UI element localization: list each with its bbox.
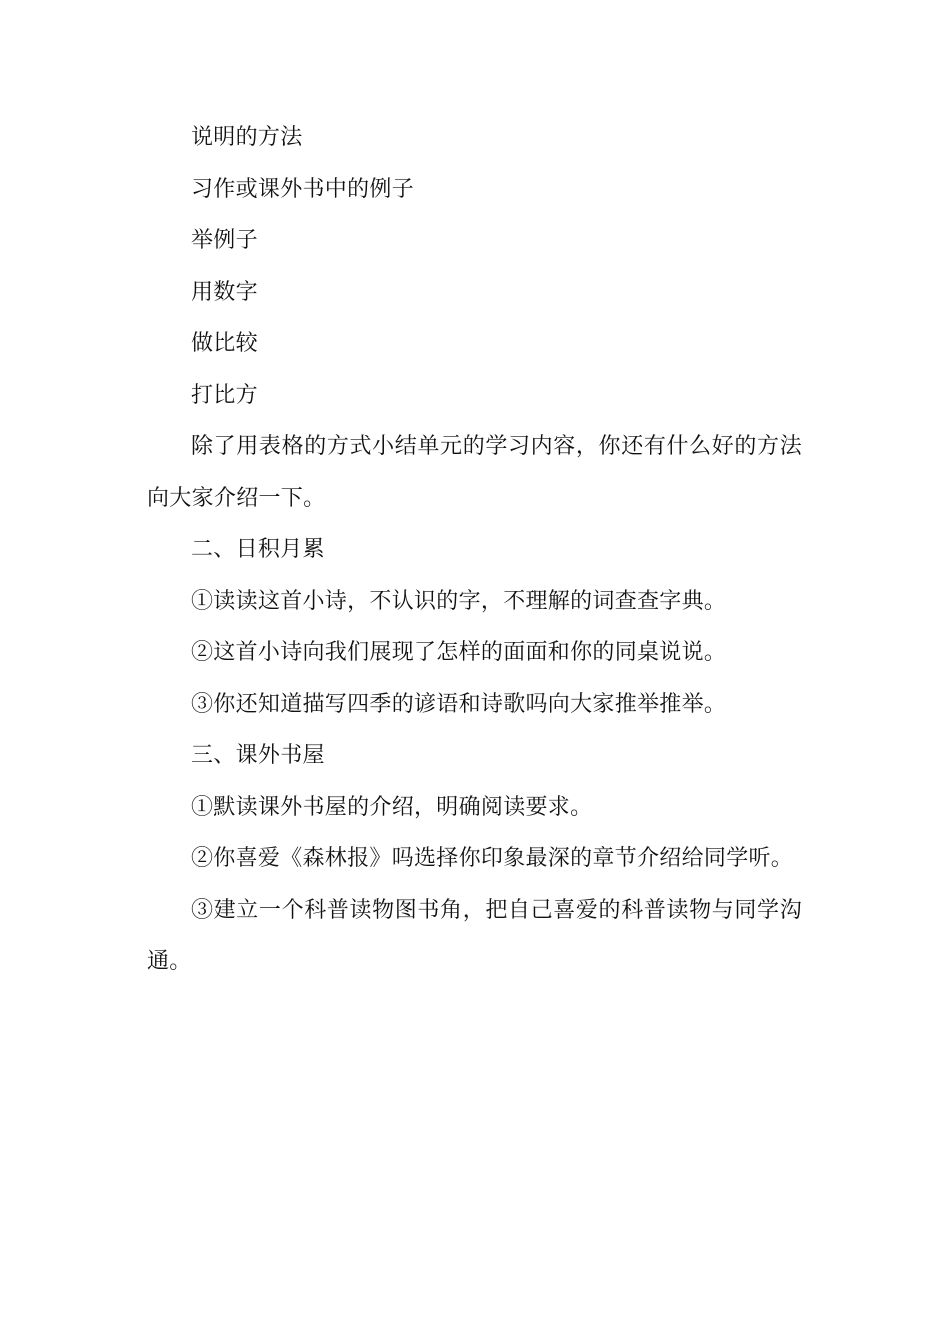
paragraph-examples: 习作或课外书中的例子	[191, 176, 415, 202]
paragraph-item-2: ②这首小诗向我们展现了怎样的面面和你的同桌说说。	[191, 640, 727, 665]
document-body	[147, 112, 802, 988]
paragraph-method-heading: 说明的方法	[191, 125, 303, 150]
paragraph-book-item-2: ②你喜爱《森林报》吗选择你印象最深的章节介绍给同学听。	[191, 846, 794, 871]
paragraph-use-numbers: 用数字	[191, 279, 258, 305]
paragraph-analogy: 打比方	[191, 382, 258, 408]
section-heading-book-house: 三、课外书屋	[191, 743, 325, 768]
paragraph-compare: 做比较	[191, 331, 258, 356]
paragraph-item-3: ③你还知道描写四季的谚语和诗歌吗向大家推举推举。	[191, 691, 727, 717]
paragraph-item-1: ①读读这首小诗，不认识的字，不理解的词查查字典。	[191, 588, 727, 614]
paragraph-give-examples: 举例子	[191, 228, 258, 253]
section-heading-daily-accumulation: 二、日积月累	[191, 537, 325, 562]
paragraph-book-item-3: ③建立一个科普读物图书角，把自己喜爱的科普读物与同学沟通。	[147, 897, 802, 974]
paragraph-book-item-1: ①默读课外书屋的介绍，明确阅读要求。	[191, 794, 593, 820]
paragraph-summary-question: 除了用表格的方式小结单元的学习内容，你还有什么好的方法向大家介绍一下。	[147, 434, 802, 511]
